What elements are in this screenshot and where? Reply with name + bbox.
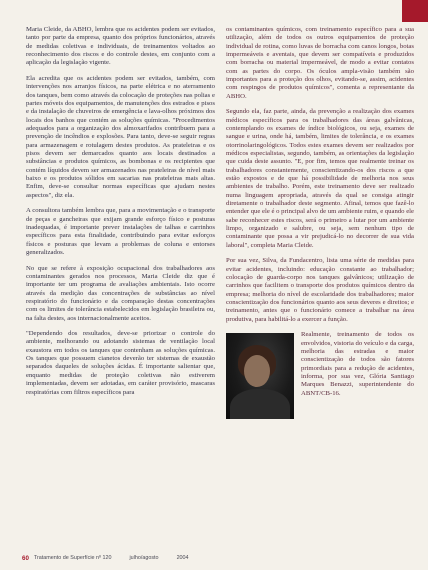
right-column bbox=[226, 26, 414, 421]
page-number: 60 bbox=[22, 554, 29, 562]
paragraph: Por sua vez, Silva, da Fundacentro, lista uma série de medidas para evitar acidentes, incluindo: educação constante ao trabalhador; colocação de guarda-corpo nos tanques galvânicos; utilização de carrinhos que facilitem o transporte dos produtos químicos dentro da empresa; melhoria do nível de escolaridade dos trabalhadores; maior conscientização dos funcionários quanto aos seus deveres e direitos; e treinamento, antes que o funcionário comece a trabalhar na área produtiva, para habilitá-lo a exercer a função. bbox=[226, 257, 414, 323]
paragraph: A consultora também lembra que, para a movimentação e o transporte de peças e gancheiras que exijam grande esforço físico e posturas inadequadas, é importante prever instalações de talhas e carrinhos específicos para esta finalidade, contribuindo para evitar esforços físicos e posturas que levam a problemas de coluna e entorses generalizados. bbox=[26, 207, 215, 256]
photo-face bbox=[244, 355, 270, 387]
portrait-photo bbox=[226, 333, 294, 419]
paragraph: Realmente, treinamento de todos os envolvidos, vistoria do veículo e da carga, melhoria das estradas e maior conscientização de todos são fatores primordiais para a redução de acidentes, informa, por sua vez, Glória Santiago Marques Benazzi, superintendente do ABNT/CB-16. bbox=[301, 331, 414, 397]
paragraph: No que se refere à exposição ocupacional dos trabalhadores aos contaminantes gerados nos processos, Maria Cleide diz que é importante ter um programa de avaliações ambientais. Isto ocorre através da medição das concentrações de substâncias ao nível respiratório do funcionário e da comparação destas concentrações com os limites de tolerância estabelecidos em legislação brasileira ou, na falta destes, aos internacionalmente aceitos. bbox=[26, 264, 215, 322]
publication-name: Tratamento de Superfície nº 120 bbox=[33, 555, 112, 561]
top-band bbox=[0, 0, 428, 24]
accent-tab bbox=[402, 0, 428, 22]
paragraph: os contaminantes químicos, com treinamento específico para a sua utilização, além de todos os outros equipamentos de proteção individual de rotina, como luvas de borracha com canos longos, botas impermeáveis e aventais, que devem ser compatíveis e produzidos com borracha ou material impermeável, de modo a evitar contatos com as partes do corpo. Os óculos ampla-visão também são importantes para a proteção dos olhos, evitando-se, assim, acidentes com respingos de produtos químicos", comenta a representante da ABHO. bbox=[226, 26, 414, 100]
issue-months: julho/agosto bbox=[129, 555, 159, 561]
issue-year: 2004 bbox=[176, 555, 189, 561]
paragraph: Ela acredita que os acidentes podem ser evitados, também, com intervenções nos arranjos físicos, na parte elétrica e no aterramento dos tanques, bem como através da colocação de proteções nas polias e partes móveis dos equipamentos, de manutenções dos estrados e pisos e da instalação de chuveiros de emergência e lava-olhos próximos dos locais dos banhos que contém as soluções químicas. "Procedimentos adequados para a organização dos almoxarifados contribuem para a prevenção de incêndios e explosões. Para tanto, deve-se seguir regras para armazenagem e rotulagem destes produtos. As prateleiras e os pisos devem ser demarcados quanto aos locais destinados a substâncias e produtos químicos, as bombonas e os recipientes que contém líquidos devem ser armazenados nas prateleiras de nível mais baixo e os produtos sólidos em sacarias nas prateleiras mais altas. Enfim, deve-se consultar normas específicas que ajudam nestes aspectos", diz ela. bbox=[26, 74, 215, 199]
paragraph: "Dependendo dos resultados, deve-se priorizar o controle do ambiente, melhorando ou adotando sistemas de ventilação local exaustora em todos os tanques que contenham as soluções químicas. Os tanques que possuem cianetos deverão ter sistemas de exaustão separados daqueles de soluções ácidas. É importante salientar que, enquanto medidas de proteção coletivas não estiverem implementadas, devem ser adotadas, em caráter provisório, mascaras respiratórias com filtros específicos para bbox=[26, 330, 215, 396]
portrait-photo-icon bbox=[226, 333, 294, 419]
paragraph: Maria Cleide, da ABHO, lembra que os acidentes podem ser evitados, tanto por parte da empresa, quanto dos próprios funcionários, através de medidas coletivas e individuais, de treinamentos voltados ao reconhecimento dos riscos e do controle destes, em conjunto com a aplicação da legislação vigente. bbox=[26, 26, 215, 67]
left-column bbox=[26, 26, 215, 404]
photo-body bbox=[230, 389, 290, 419]
paragraph: Segundo ela, faz parte, ainda, da prevenção a realização dos exames médicos específicos para os trabalhadores das áreas galvânicas, contemplando os exames de índice biológicos, ou seja, exames de sangue e urina, onde há, também, limites de tolerância, e os exames otorrinolaringológicos. Todos estes exames devem ser realizados por médicos especialistas, segundo, também, as orientações da legislação que cuida deste assunto. "E, por fim, temos que realmente treinar os trabalhadores constantemente, conscientizando-os dos riscos a que estão expostos e de que há possibilidade de melhoria nos seus ambientes de trabalho. Porém, este treinamento deve ser realizado numa linguagem apropriada, através da qual se consiga atingir diretamente o trabalhador deste segmento. Afinal, temos que fazê-lo entender que ele é o principal alvo de um ambiente ruim, e quando ele sabe reconhecer estes riscos, será o primeiro a lutar por um ambiente limpo, organizado e salubre, ou seja, sem nenhum tipo de contaminante que possa a vir prejudicá-lo no decorrer de sua vida laboral", completa Maria Cleide. bbox=[226, 108, 414, 249]
page-footer bbox=[22, 553, 412, 563]
